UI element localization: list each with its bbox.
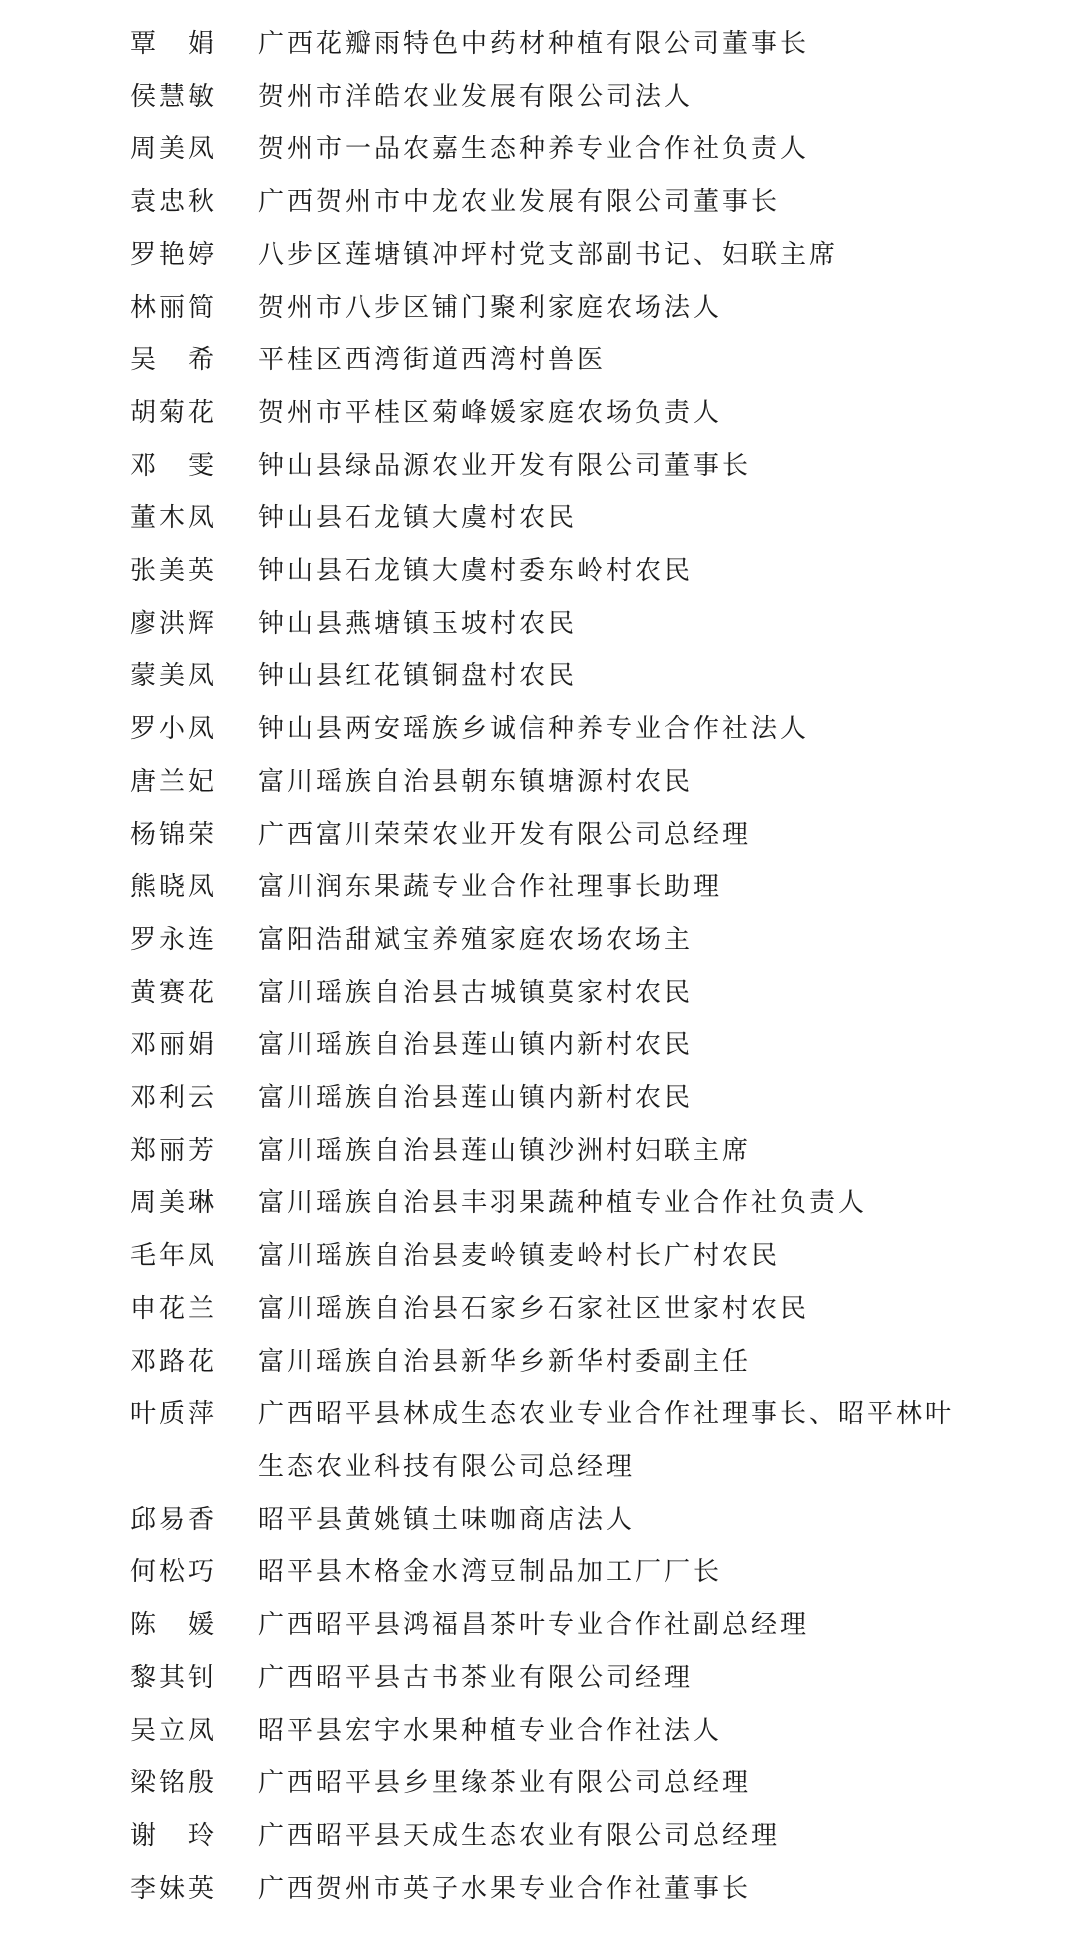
person-title xyxy=(242,440,1050,493)
person-name: 覃 娟 xyxy=(130,29,218,59)
person-title-line: 广西昭平县鸿福昌茶叶专业合作社副总经理 xyxy=(258,1610,810,1641)
person-name: 邱易香 xyxy=(130,1504,218,1535)
person-name: 何松巧 xyxy=(130,1557,218,1588)
person-title xyxy=(242,387,1050,440)
person-title xyxy=(242,545,1050,598)
person-title-line: 富川瑶族自治县莲山镇内新村农民 xyxy=(258,1030,694,1061)
list-item xyxy=(130,756,1050,809)
list-item xyxy=(130,1652,1050,1705)
person-title-line: 钟山县绿品源农业开发有限公司董事长 xyxy=(258,450,752,481)
person-title xyxy=(242,756,1050,809)
list-item xyxy=(130,71,1050,124)
list-item xyxy=(130,1177,1050,1230)
person-title-line: 贺州市洋皓农业发展有限公司法人 xyxy=(258,81,694,112)
person-name: 毛年凤 xyxy=(130,1241,218,1272)
list-item xyxy=(130,1494,1050,1547)
list-item xyxy=(130,914,1050,967)
person-title xyxy=(242,1810,1050,1863)
person-name: 陈 媛 xyxy=(130,1610,218,1641)
person-name: 黎其钊 xyxy=(130,1662,218,1693)
person-title-line: 昭平县宏宇水果种植专业合作社法人 xyxy=(258,1715,723,1746)
person-name: 邓路花 xyxy=(130,1346,218,1377)
person-name: 唐兰妃 xyxy=(130,766,218,797)
person-title-line: 贺州市平桂区菊峰媛家庭农场负责人 xyxy=(258,397,723,428)
person-title xyxy=(242,1283,1050,1336)
person-title-line: 钟山县石龙镇大虞村农民 xyxy=(258,503,578,534)
list-item xyxy=(130,1019,1050,1072)
list-item xyxy=(130,440,1050,493)
person-title-line: 昭平县黄姚镇土味咖商店法人 xyxy=(258,1504,636,1535)
person-title-line: 广西昭平县天成生态农业有限公司总经理 xyxy=(258,1820,781,1851)
person-title-line: 钟山县石龙镇大虞村委东岭村农民 xyxy=(258,556,694,587)
person-title-line: 富川瑶族自治县莲山镇内新村农民 xyxy=(258,1083,694,1114)
person-title-line: 广西富川荣荣农业开发有限公司总经理 xyxy=(258,819,752,850)
person-title xyxy=(242,1546,1050,1599)
person-title xyxy=(242,1599,1050,1652)
person-title-line: 广西昭平县林成生态农业专业合作社理事长、昭平林叶 xyxy=(258,1399,955,1430)
person-title-line: 贺州市八步区铺门聚利家庭农场法人 xyxy=(258,292,723,323)
person-title xyxy=(242,1705,1050,1758)
person-name: 梁铭殷 xyxy=(130,1768,218,1799)
list-item xyxy=(130,1863,1050,1916)
list-item xyxy=(130,967,1050,1020)
person-title-line: 广西花瓣雨特色中药材种植有限公司董事长 xyxy=(258,29,810,59)
list-item xyxy=(130,229,1050,282)
list-item xyxy=(130,1599,1050,1652)
person-name: 黄赛花 xyxy=(130,977,218,1008)
person-title-line: 富川瑶族自治县朝东镇塘源村农民 xyxy=(258,766,694,797)
person-name: 罗艳婷 xyxy=(130,239,218,270)
person-title-line: 广西昭平县乡里缘茶业有限公司总经理 xyxy=(258,1768,752,1799)
list-item xyxy=(130,492,1050,545)
list-item xyxy=(130,18,1050,71)
person-title xyxy=(242,123,1050,176)
person-title-line: 广西昭平县古书茶业有限公司经理 xyxy=(258,1662,694,1693)
name-list xyxy=(130,18,1050,1915)
person-name: 申花兰 xyxy=(130,1293,218,1324)
person-name: 廖洪辉 xyxy=(130,608,218,639)
person-title xyxy=(242,229,1050,282)
person-name: 罗永连 xyxy=(130,924,218,955)
list-item xyxy=(130,650,1050,703)
person-title-line: 富川瑶族自治县麦岭镇麦岭村长广村农民 xyxy=(258,1241,781,1272)
person-title-line: 钟山县红花镇铜盘村农民 xyxy=(258,661,578,692)
list-item xyxy=(130,1336,1050,1389)
person-title-line: 昭平县木格金水湾豆制品加工厂厂长 xyxy=(258,1557,723,1588)
person-title xyxy=(242,1125,1050,1178)
person-title xyxy=(242,1177,1050,1230)
person-name: 邓丽娟 xyxy=(130,1030,218,1061)
person-name: 林丽简 xyxy=(130,292,218,323)
person-title xyxy=(242,1019,1050,1072)
list-item xyxy=(130,809,1050,862)
list-item xyxy=(130,545,1050,598)
person-title xyxy=(242,703,1050,756)
person-title-line: 富川瑶族自治县石家乡石家社区世家村农民 xyxy=(258,1293,810,1324)
list-item xyxy=(130,1705,1050,1758)
person-title-line: 富川瑶族自治县古城镇莫家村农民 xyxy=(258,977,694,1008)
list-item xyxy=(130,598,1050,651)
list-item xyxy=(130,1388,1050,1493)
person-title xyxy=(242,598,1050,651)
person-title xyxy=(242,1652,1050,1705)
person-title xyxy=(242,861,1050,914)
person-title xyxy=(242,1863,1050,1916)
person-name: 杨锦荣 xyxy=(130,819,218,850)
person-title xyxy=(242,18,1050,71)
list-item xyxy=(130,387,1050,440)
person-title xyxy=(242,1757,1050,1810)
list-item xyxy=(130,176,1050,229)
person-title-line: 贺州市一品农嘉生态种养专业合作社负责人 xyxy=(258,134,810,165)
person-title xyxy=(242,334,1050,387)
person-title-line: 富川瑶族自治县莲山镇沙洲村妇联主席 xyxy=(258,1135,752,1166)
person-name: 邓利云 xyxy=(130,1083,218,1114)
list-item xyxy=(130,1757,1050,1810)
person-title-line: 富阳浩甜斌宝养殖家庭农场农场主 xyxy=(258,924,694,955)
person-name: 胡菊花 xyxy=(130,397,218,428)
person-title-line: 八步区莲塘镇冲坪村党支部副书记、妇联主席 xyxy=(258,239,839,270)
person-title xyxy=(242,1230,1050,1283)
person-title xyxy=(242,492,1050,545)
person-name: 侯慧敏 xyxy=(130,81,218,112)
person-title-line: 钟山县燕塘镇玉坡村农民 xyxy=(258,608,578,639)
list-item xyxy=(130,1125,1050,1178)
person-title xyxy=(242,809,1050,862)
person-name: 袁忠秋 xyxy=(130,187,218,218)
list-item xyxy=(130,282,1050,335)
list-item xyxy=(130,1810,1050,1863)
person-name: 张美英 xyxy=(130,556,218,587)
person-title-line: 广西贺州市中龙农业发展有限公司董事长 xyxy=(258,187,781,218)
person-title xyxy=(242,1388,1050,1493)
list-item xyxy=(130,1072,1050,1125)
person-title xyxy=(242,1494,1050,1547)
person-name: 董木凤 xyxy=(130,503,218,534)
person-name: 谢 玲 xyxy=(130,1820,218,1851)
person-name: 周美琳 xyxy=(130,1188,218,1219)
person-title-line: 广西贺州市英子水果专业合作社董事长 xyxy=(258,1873,752,1904)
person-title-line: 钟山县两安瑶族乡诚信种养专业合作社法人 xyxy=(258,714,810,745)
person-name: 蒙美凤 xyxy=(130,661,218,692)
person-title xyxy=(242,914,1050,967)
person-name: 罗小凤 xyxy=(130,714,218,745)
person-title xyxy=(242,650,1050,703)
person-title-line: 富川瑶族自治县新华乡新华村委副主任 xyxy=(258,1346,752,1377)
person-name: 熊晓凤 xyxy=(130,872,218,903)
person-title xyxy=(242,1336,1050,1389)
person-title-line: 平桂区西湾街道西湾村兽医 xyxy=(258,345,607,376)
person-title-line: 富川瑶族自治县丰羽果蔬种植专业合作社负责人 xyxy=(258,1188,868,1219)
person-title xyxy=(242,176,1050,229)
list-item xyxy=(130,861,1050,914)
person-title xyxy=(242,282,1050,335)
person-name: 李妹英 xyxy=(130,1873,218,1904)
person-name: 邓 雯 xyxy=(130,450,218,481)
person-title xyxy=(242,71,1050,124)
person-name: 吴立凤 xyxy=(130,1715,218,1746)
list-item xyxy=(130,703,1050,756)
list-item xyxy=(130,1546,1050,1599)
person-name: 叶质萍 xyxy=(130,1399,218,1430)
person-name: 周美凤 xyxy=(130,134,218,165)
list-item xyxy=(130,1230,1050,1283)
person-title xyxy=(242,1072,1050,1125)
person-title xyxy=(242,967,1050,1020)
person-name: 郑丽芳 xyxy=(130,1135,218,1166)
list-item xyxy=(130,1283,1050,1336)
person-title-continuation: 生态农业科技有限公司总经理 xyxy=(258,1451,636,1482)
list-item xyxy=(130,123,1050,176)
person-title-line: 富川润东果蔬专业合作社理事长助理 xyxy=(258,872,723,903)
person-name: 吴 希 xyxy=(130,345,218,376)
list-item xyxy=(130,334,1050,387)
